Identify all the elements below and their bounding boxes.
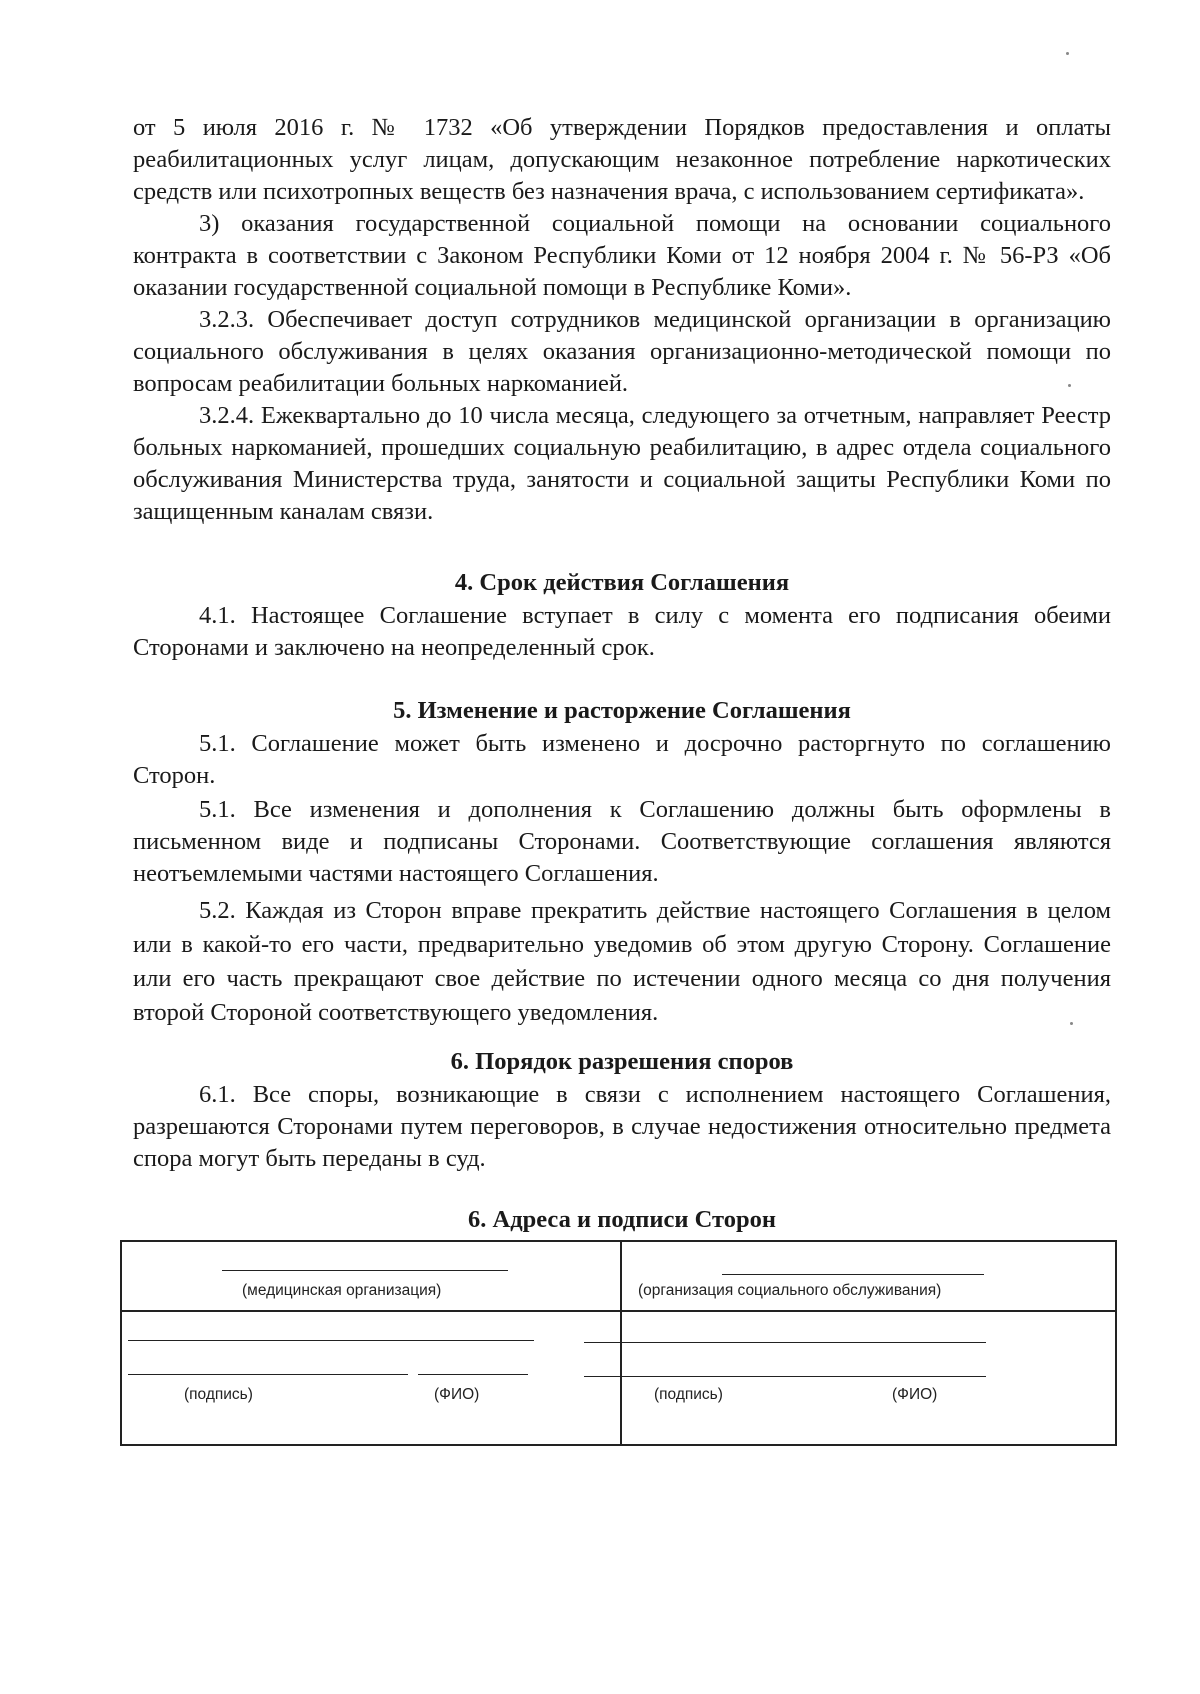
paragraph-3-2-3: 3.2.3. Обеспечивает доступ сотрудников медицинской организации в организацию социального обслуживания в целях оказания организационно-методической помощи по вопросам реабилитации больных наркоманией. xyxy=(133,306,1111,397)
table-divider-vertical xyxy=(620,1242,622,1444)
paragraph-certificate-order: от 5 июля 2016 г. № 1732 «Об утверждении Порядков предоставления и оплаты реабилитационных услуг лицам, допускающим незаконное потребление наркотических средств или психотропных веществ без назначения врача, с использованием сертификата». xyxy=(133,114,1111,205)
left-org-line xyxy=(222,1270,508,1271)
left-signature-line xyxy=(128,1374,408,1375)
right-address-line xyxy=(584,1342,986,1343)
paragraph-5-1a: 5.1. Соглашение может быть изменено и досрочно расторгнуто по соглашению Сторон. xyxy=(133,730,1111,789)
scan-speck xyxy=(1068,384,1071,387)
section-6-text xyxy=(133,1079,1111,1175)
right-signature-caption: (подпись) xyxy=(654,1386,723,1403)
paragraph-social-contract: 3) оказания государственной социальной помощи на основании социального контракта в соответствии с Законом Республики Коми от 12 ноября 2004 г. № 56-РЗ «Об оказании государственной социальной помощи в Республике Коми». xyxy=(133,210,1111,301)
section-4-text xyxy=(133,600,1111,664)
paragraph-5-2: 5.2. Каждая из Сторон вправе прекратить действие настоящего Соглашения в целом или в какой-то его части, предварительно уведомив об этом другую Сторону. Соглашение или его часть прекращают свое действие по истечении одного месяца со дня получения второй Стороной соответствующего уведомления. xyxy=(133,897,1111,1026)
table-divider-horizontal xyxy=(122,1310,1115,1312)
right-org-line xyxy=(722,1274,984,1275)
scan-speck xyxy=(1066,52,1069,55)
left-signature-caption: (подпись) xyxy=(184,1386,253,1403)
left-name-line xyxy=(418,1374,528,1375)
right-signature-line xyxy=(584,1376,986,1377)
signatures-table xyxy=(120,1240,1117,1446)
section-6-heading: 6. Порядок разрешения споров xyxy=(450,1048,794,1075)
section-4-heading: 4. Срок действия Соглашения xyxy=(454,569,790,596)
right-name-caption: (ФИО) xyxy=(892,1386,938,1403)
scan-speck xyxy=(1070,1022,1073,1025)
paragraph-5-1b: 5.1. Все изменения и дополнения к Соглашению должны быть оформлены в письменном виде и подписаны Сторонами. Соответствующие соглашения являются неотъемлемыми частями настоящего Соглашения. xyxy=(133,796,1111,887)
paragraph-3-2-4: 3.2.4. Ежеквартально до 10 числа месяца, следующего за отчетным, направляет Реестр больных наркоманией, прошедших социальную реабилитацию, в адрес отдела социального обслуживания Министерства труда, занятости и социальной защиты Республики Коми по защищенным каналам связи. xyxy=(133,402,1111,525)
body-text xyxy=(133,112,1111,528)
right-org-caption: (организация социального обслуживания) xyxy=(638,1282,942,1299)
left-org-caption: (медицинская организация) xyxy=(242,1282,442,1299)
section-5-text xyxy=(133,728,1111,1030)
left-address-line xyxy=(128,1340,534,1341)
signatures-heading: 6. Адреса и подписи Сторон xyxy=(468,1206,776,1233)
section-5-heading: 5. Изменение и расторжение Соглашения xyxy=(393,697,851,724)
paragraph-6-1: 6.1. Все споры, возникающие в связи с исполнением настоящего Соглашения, разрешаются Сторонами путем переговоров, в случае недостижения относительно предмета спора могут быть переданы в суд. xyxy=(133,1081,1111,1172)
left-name-caption: (ФИО) xyxy=(434,1386,480,1403)
paragraph-4-1: 4.1. Настоящее Соглашение вступает в силу с момента его подписания обеими Сторонами и заключено на неопределенный срок. xyxy=(133,602,1111,661)
